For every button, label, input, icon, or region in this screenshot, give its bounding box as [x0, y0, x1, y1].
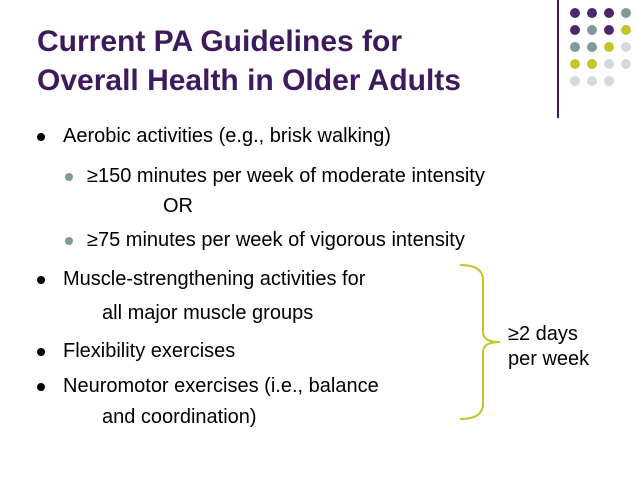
- decorative-dot-grid: [570, 8, 638, 98]
- bullet-muscle: Muscle-strengthening activities for: [63, 268, 366, 290]
- bullet-marker: [37, 348, 45, 356]
- frequency-label: [508, 322, 589, 372]
- sub-bullet-marker: [65, 237, 73, 245]
- sub-bullet-moderate: ≥150 minutes per week of moderate intensity: [87, 165, 485, 187]
- bullet-flexibility: Flexibility exercises: [63, 340, 236, 362]
- bullet-aerobic: Aerobic activities (e.g., brisk walking): [63, 125, 391, 147]
- title-line-2: Overall Health in Older Adults: [37, 64, 461, 97]
- slide-title: [37, 22, 547, 100]
- bullet-marker: [37, 133, 45, 141]
- frequency-label-line-2: per week: [508, 348, 590, 370]
- or-text: OR: [163, 195, 193, 217]
- bullet-neuromotor-continued: and coordination): [102, 406, 257, 428]
- bullet-marker: [37, 276, 45, 284]
- frequency-label-line-1: ≥2 days: [508, 323, 578, 345]
- sub-bullet-marker: [65, 173, 73, 181]
- bullet-marker: [37, 383, 45, 391]
- title-divider-line: [557, 0, 559, 118]
- bullet-muscle-continued: all major muscle groups: [102, 302, 314, 324]
- curly-brace: [455, 262, 515, 422]
- bullet-neuromotor: Neuromotor exercises (i.e., balance: [63, 375, 379, 397]
- sub-bullet-vigorous: ≥75 minutes per week of vigorous intensity: [87, 229, 465, 251]
- title-line-1: Current PA Guidelines for: [37, 25, 403, 58]
